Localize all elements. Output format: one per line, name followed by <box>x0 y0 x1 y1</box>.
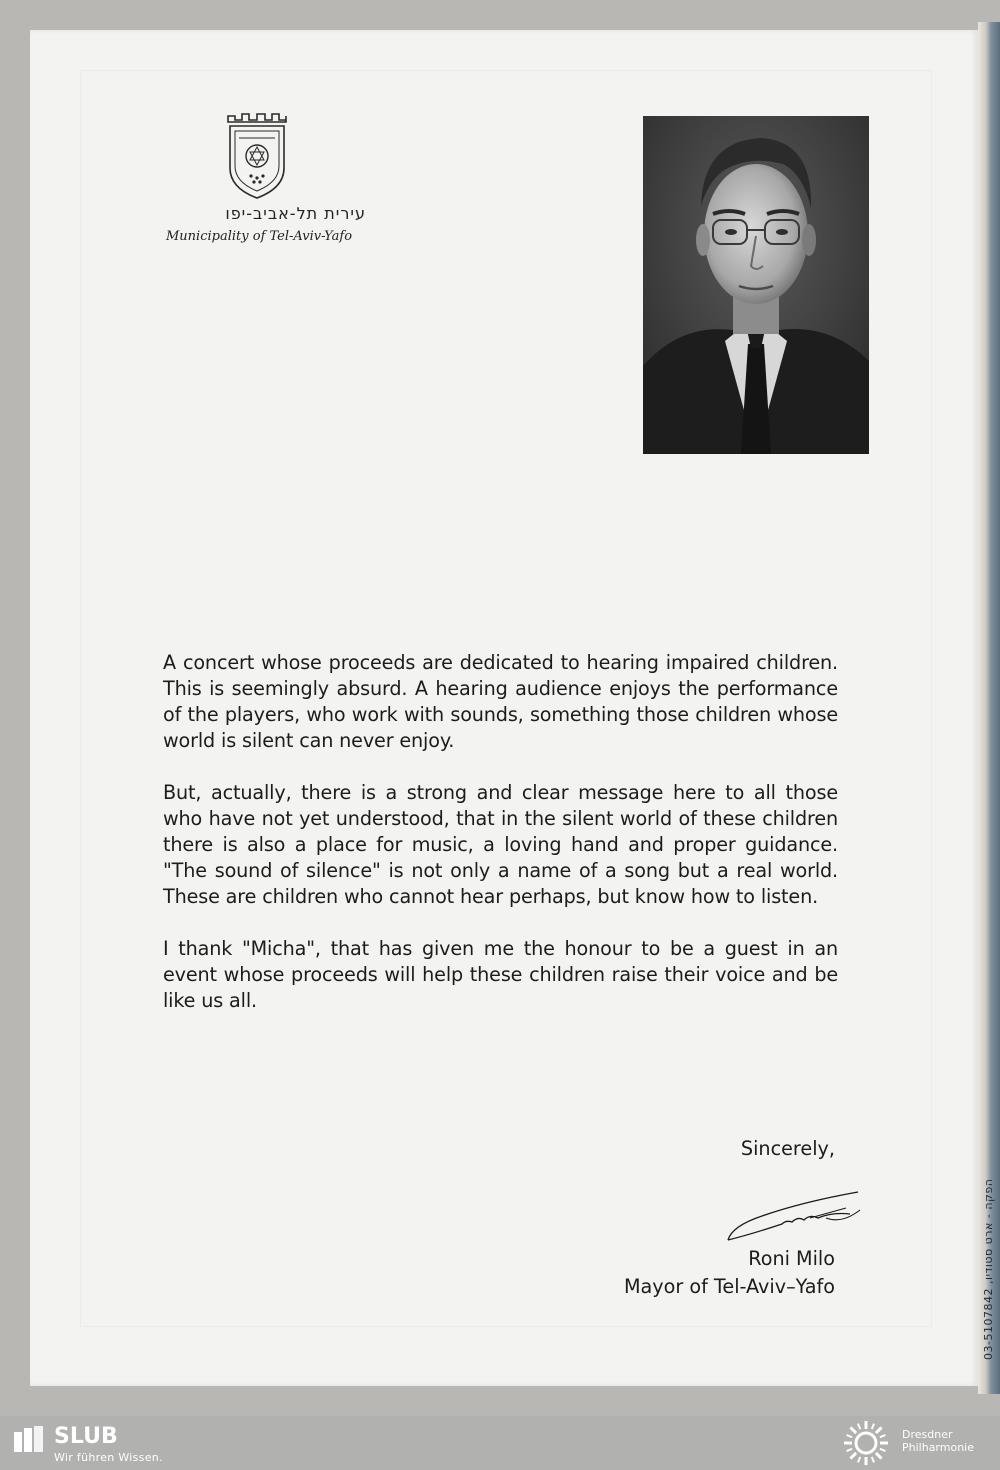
slub-logo-icon[interactable] <box>14 1426 44 1452</box>
letter-paragraph-1: A concert whose proceeds are dedicated to hearing impaired children. This is seemingly absurd. A hearing audience enjoys the performance of the players, who work with sounds, something those children whose world is silent can never enjoy. <box>163 651 838 752</box>
dresdner-philharmonie-line2: Philharmonie <box>902 1441 974 1454</box>
letter-paragraph-3: I thank "Micha", that has given me the honour to be a guest in an event whose proceeds will help these children raise their voice and be like us all. <box>163 937 838 1012</box>
dresdner-philharmonie-logo-icon[interactable] <box>842 1420 890 1466</box>
municipality-english-name: Municipality of Tel-Aviv-Yafo <box>166 229 353 244</box>
signer-title: Mayor of Tel-Aviv–Yafo <box>623 1275 835 1298</box>
slub-tagline: Wir führen Wissen. <box>54 1451 163 1464</box>
municipality-emblem-icon <box>222 112 292 202</box>
side-strip-text: 03-5107842 ,הפקה - ארט סטודיו <box>982 1178 995 1360</box>
dresdner-philharmonie-line1: Dresdner <box>902 1428 953 1441</box>
footer-bar <box>0 1416 1000 1470</box>
letter-body <box>163 650 838 1040</box>
handwritten-signature <box>722 1188 862 1246</box>
signer-name: Roni Milo <box>748 1247 835 1270</box>
slub-brand[interactable]: SLUB <box>54 1424 118 1449</box>
mayor-portrait-photo <box>643 116 869 454</box>
letter-closing: Sincerely, <box>740 1137 835 1160</box>
dresdner-philharmonie-name[interactable] <box>902 1428 998 1454</box>
letter-paragraph-2: But, actually, there is a strong and clear message here to all those who have not yet understood, that in the silent world of these children there is also a place for music, a loving hand and proper guidance. "The sound of silence" is not only a name of a song but a real world. These are children who cannot hear perhaps, but know how to listen. <box>163 781 838 908</box>
municipality-hebrew-name: עירית תל-אביב-יפו <box>225 204 366 223</box>
